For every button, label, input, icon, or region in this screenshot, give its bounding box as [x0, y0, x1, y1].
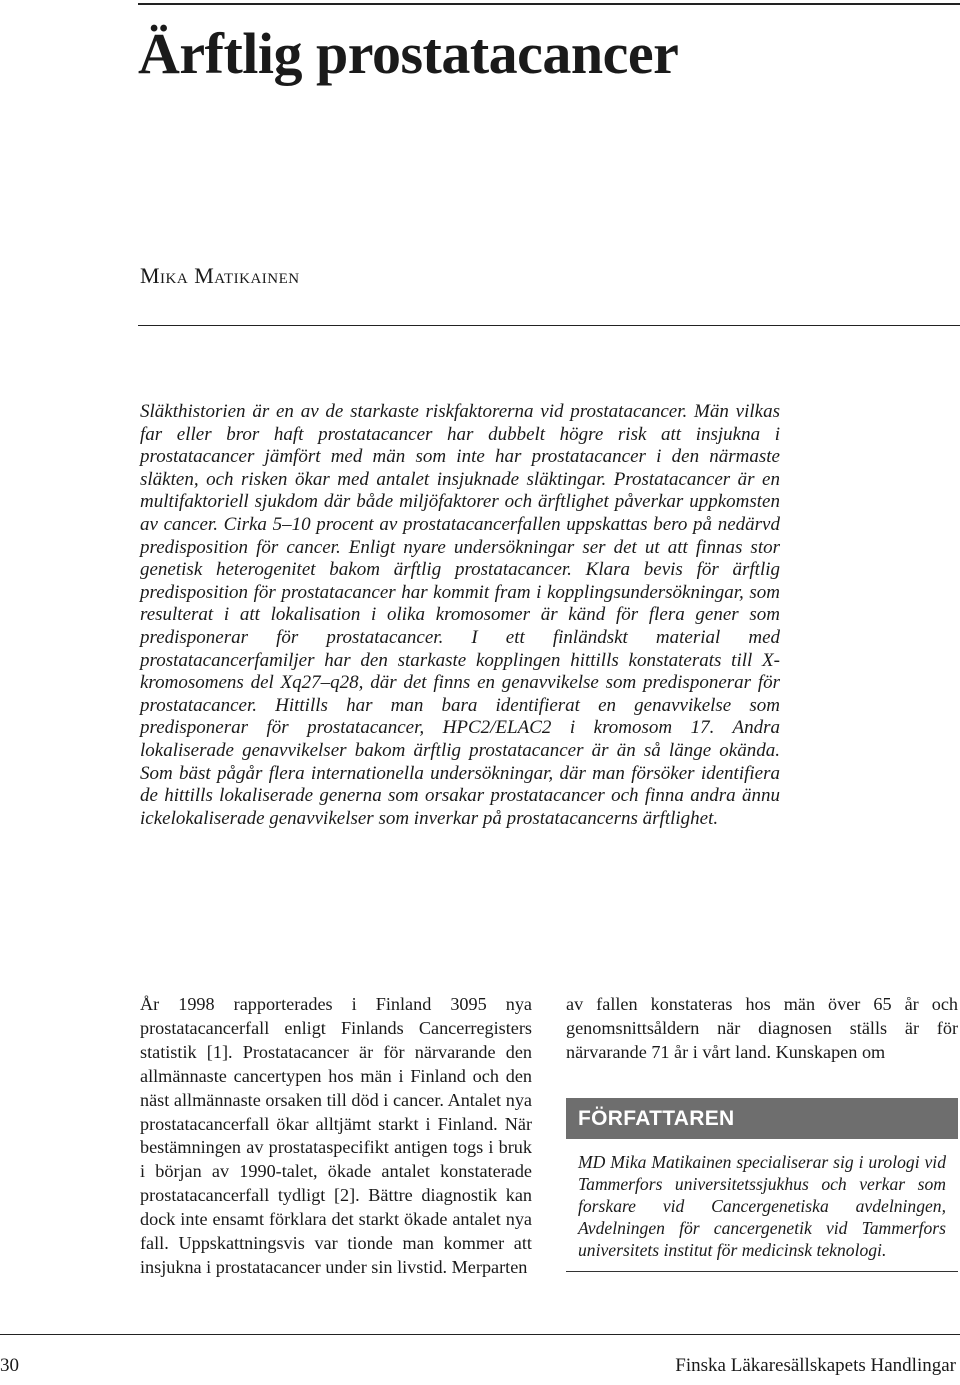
article-abstract: Släkthistorien är en av de starkaste riskfaktorerna vid prostatacancer. Män vilkas far eller bror haft prostatacancer har dubbelt högre risk att insjukna i prostatacancer jämfört med män som inte har prostatacancer i den närmaste släkten, och risken ökar med antalet insjuknade släktingar. Prostatacancer är en multifaktoriell sjukdom där både miljöfaktorer och ärftlighet påverkar uppkomsten av cancer. Cirka 5–10 procent av prostatacancerfallen uppskattas bero på nedärvd predisposition för cancer. Enligt nyare undersökningar ser det ut att finnas stor genetisk heterogenitet bakom ärftlig prostatacancer. Klara bevis för ärftlig predisposition för prostatacancer har kommit fram i kopplingsundersökningar, som resulterat i att lokalisation i olika kromosomer är känd för flera gener som predisponerar för prostatacancer. I ett finländskt material med prostatacancerfamiljer har den starkaste kopplingen hittills konstaterats till X-kromosomens del Xq27–q28, där det finns en genavvikelse som predisponerar för prostatacancer. Hittills har man bara identifierat en genavvikelse som predisponerar för prostatacancer, HPC2/ELAC2 i kromosom 17. Andra lokaliserade genavvikelser bakom ärftlig prostatacancer är än så länge okända. Som bäst pågår flera internationella undersökningar, där man försöker identifiera de hittills lokaliserade generna som orsakar prostatacancer och finna andra ännu ickelokaliserade genavvikelser som inverkar på prostatacancerns ärftlighet. [140, 401, 780, 829]
article-author: Mika Matikainen [140, 263, 300, 288]
body-right-column: av fallen konstateras hos män över 65 år och genomsnittsåldern när diagnosen ställs är för närvarande 71 år i vårt land. Kunskapen om [566, 994, 958, 1062]
article-title: Ärftlig prostatacancer [138, 21, 679, 86]
top-rule [138, 3, 960, 5]
author-info-box [566, 1098, 958, 1272]
header-divider [138, 325, 960, 326]
journal-name: Finska Läkaresällskapets Handlingar [675, 1355, 956, 1376]
author-box-heading: FÖRFATTAREN [566, 1098, 958, 1139]
body-left-column: År 1998 rapporterades i Finland 3095 nya prostatacancerfall enligt Finlands Cancerregisters statistik [1]. Prostatacancer är för närvarande den allmännaste cancertypen hos män i Finland och den näst allmännaste orsaken till död i cancer. Antalet nya prostatacancerfall ökar alltjämt starkt i Finland. När bestämningen av prostataspecifikt antigen togs i bruk i början av 1990-talet, ökade antalet konstaterade prostatacancerfall tydligt [2]. Bättre diagnostik kan dock inte ensamt förklara det starkt ökade antalet nya fall. Uppskattningsvis var tionde man kommer att insjukna i prostatacancer under sin livstid. Merparten [140, 994, 532, 1277]
footer-rule [0, 1334, 960, 1335]
page-number: 30 [0, 1355, 19, 1376]
author-box-text: MD Mika Matikainen specialiserar sig i urologi vid Tammerfors universitetssjukhus och verkar som forskare vid Cancergenetiska avdelningen, Avdelningen för cancergenetik vid Tammerfors universitets institut för medicinsk teknologi. [578, 1152, 946, 1261]
